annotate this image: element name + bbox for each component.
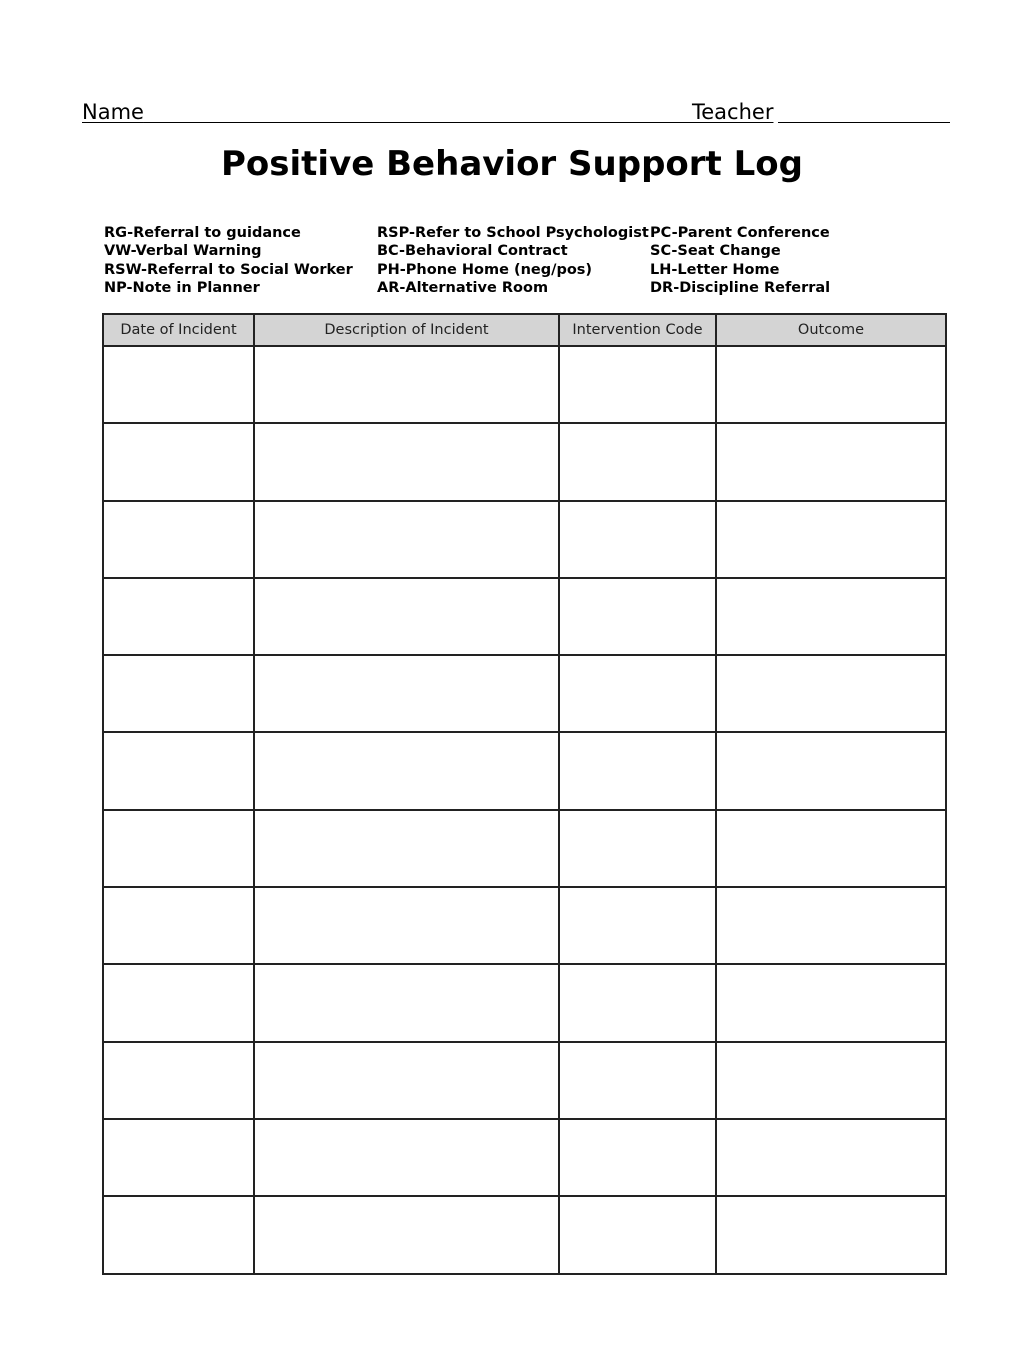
outcome-cell[interactable] [716, 655, 946, 732]
date-cell[interactable] [103, 578, 254, 655]
table-row [103, 732, 946, 809]
outcome-cell[interactable] [716, 732, 946, 809]
code-item: RSW-Referral to Social Worker [104, 261, 353, 278]
intervention-code-cell[interactable] [559, 810, 716, 887]
intervention-code-cell[interactable] [559, 887, 716, 964]
teacher-label: Teacher [692, 100, 774, 124]
behavior-log-table [102, 313, 947, 1275]
intervention-code-cell[interactable] [559, 964, 716, 1041]
name-teacher-line [82, 98, 950, 126]
description-cell[interactable] [254, 501, 559, 578]
outcome-cell[interactable] [716, 1196, 946, 1273]
description-cell[interactable] [254, 655, 559, 732]
date-cell[interactable] [103, 346, 254, 423]
table-row [103, 1119, 946, 1196]
table-row [103, 887, 946, 964]
table-row [103, 423, 946, 500]
name-field[interactable] [140, 122, 692, 123]
table-row [103, 578, 946, 655]
description-cell[interactable] [254, 964, 559, 1041]
table-header-row [103, 314, 946, 346]
code-item: SC-Seat Change [650, 243, 781, 260]
date-cell[interactable] [103, 732, 254, 809]
outcome-cell[interactable] [716, 346, 946, 423]
table-body [103, 346, 946, 1274]
teacher-field[interactable] [778, 122, 950, 123]
column-header-date: Date of Incident [103, 314, 254, 346]
date-cell[interactable] [103, 1119, 254, 1196]
table-row [103, 346, 946, 423]
intervention-code-cell[interactable] [559, 346, 716, 423]
name-label: Name [82, 100, 144, 124]
code-column-3 [650, 224, 830, 297]
code-item: BC-Behavioral Contract [377, 243, 568, 260]
column-header-description: Description of Incident [254, 314, 559, 346]
code-item: VW-Verbal Warning [104, 243, 262, 260]
outcome-cell[interactable] [716, 578, 946, 655]
outcome-cell[interactable] [716, 1119, 946, 1196]
outcome-cell[interactable] [716, 1042, 946, 1119]
code-item: PH-Phone Home (neg/pos) [377, 261, 593, 278]
intervention-code-cell[interactable] [559, 732, 716, 809]
code-item: LH-Letter Home [650, 261, 780, 278]
description-cell[interactable] [254, 423, 559, 500]
description-cell[interactable] [254, 732, 559, 809]
description-cell[interactable] [254, 1119, 559, 1196]
intervention-code-cell[interactable] [559, 578, 716, 655]
page-title: Positive Behavior Support Log [221, 144, 803, 184]
date-cell[interactable] [103, 1042, 254, 1119]
date-cell[interactable] [103, 1196, 254, 1273]
outcome-cell[interactable] [716, 810, 946, 887]
description-cell[interactable] [254, 1196, 559, 1273]
table-row [103, 810, 946, 887]
outcome-cell[interactable] [716, 501, 946, 578]
intervention-code-cell[interactable] [559, 1119, 716, 1196]
outcome-cell[interactable] [716, 964, 946, 1041]
description-cell[interactable] [254, 810, 559, 887]
description-cell[interactable] [254, 887, 559, 964]
description-cell[interactable] [254, 578, 559, 655]
outcome-cell[interactable] [716, 423, 946, 500]
date-cell[interactable] [103, 964, 254, 1041]
intervention-code-cell[interactable] [559, 1042, 716, 1119]
code-column-2 [377, 224, 649, 297]
date-cell[interactable] [103, 423, 254, 500]
code-item: AR-Alternative Room [377, 279, 549, 296]
description-cell[interactable] [254, 1042, 559, 1119]
date-cell[interactable] [103, 887, 254, 964]
code-item: RSP-Refer to School Psychologist [377, 225, 649, 241]
table-row [103, 1196, 946, 1273]
intervention-code-cell[interactable] [559, 501, 716, 578]
code-item: PC-Parent Conference [650, 225, 830, 241]
intervention-code-cell[interactable] [559, 1196, 716, 1273]
code-column-1 [104, 224, 353, 297]
intervention-code-cell[interactable] [559, 655, 716, 732]
code-item: DR-Discipline Referral [650, 279, 831, 296]
table-row [103, 964, 946, 1041]
column-header-outcome: Outcome [716, 314, 946, 346]
date-cell[interactable] [103, 655, 254, 732]
column-header-intervention-code: Intervention Code [559, 314, 716, 346]
outcome-cell[interactable] [716, 887, 946, 964]
description-cell[interactable] [254, 346, 559, 423]
date-cell[interactable] [103, 810, 254, 887]
code-item: RG-Referral to guidance [104, 225, 301, 241]
table-row [103, 655, 946, 732]
code-item: NP-Note in Planner [104, 279, 260, 296]
table-row [103, 1042, 946, 1119]
intervention-code-cell[interactable] [559, 423, 716, 500]
date-cell[interactable] [103, 501, 254, 578]
table-row [103, 501, 946, 578]
